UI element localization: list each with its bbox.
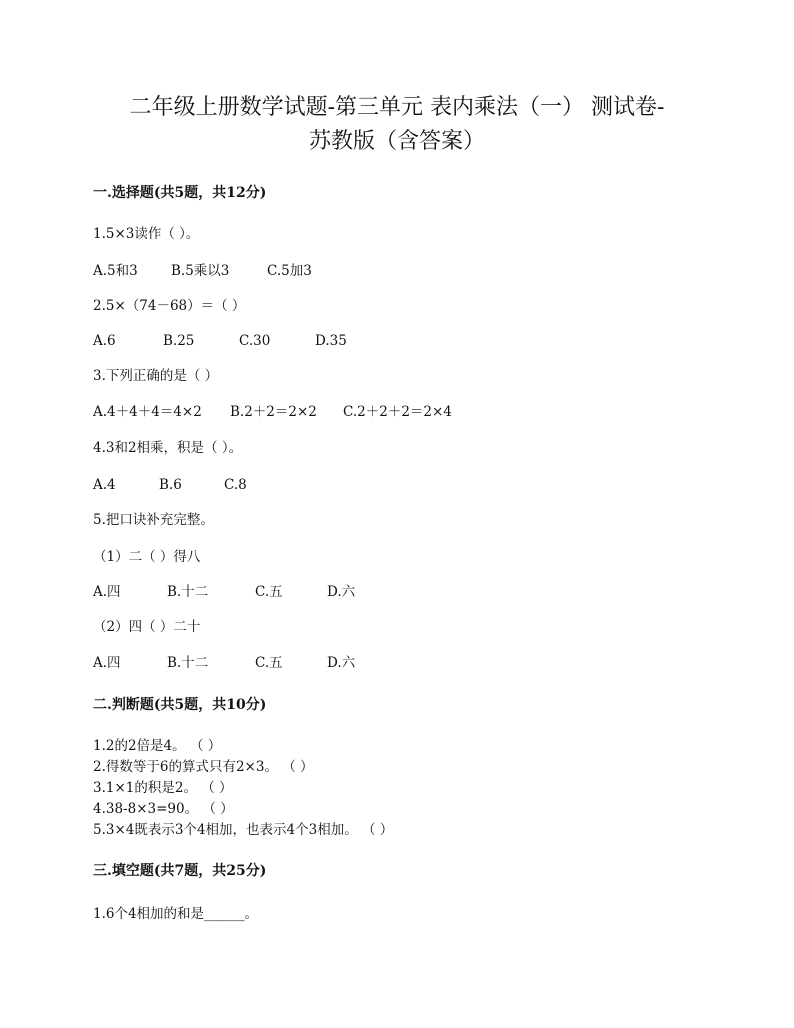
option-c: C.30 [239,333,271,349]
page-title-line-1: 二年级上册数学试题-第三单元 表内乘法（一） 测试卷- [129,95,665,120]
judgement-item-3: 3.1×1的积是2。 （ ） [93,780,233,796]
judgement-item-5: 5.3×4既表示3个4相加，也表示4个3相加。 （ ） [93,822,394,838]
section-heading-judgement: 二.判断题(共5题，共10分) [93,697,267,713]
question-2: 2.5×（74－68）＝（ ） [93,298,246,314]
option-c: C.2＋2＋2＝2×4 [343,404,452,420]
option-c: C.5加3 [267,263,312,279]
section-heading-choice: 一.选择题(共5题，共12分) [93,185,267,201]
option-c: C.五 [255,584,283,600]
question-4: 4.3和2相乘，积是（ ）。 [93,440,243,456]
option-b: B.5乘以3 [171,263,230,279]
judgement-item-2: 2.得数等于6的算式只有2×3。 （ ） [93,759,314,775]
option-a: A.4＋4＋4＝4×2 [93,404,202,420]
option-c: C.五 [255,655,283,671]
option-c: C.8 [224,477,247,493]
option-a: A.四 [93,655,121,671]
fill-in-question-1: 1.6个4相加的和是______。 [93,906,259,922]
option-b: B.十二 [167,655,209,671]
section-heading-fill-in: 三.填空题(共7题，共25分) [93,863,267,879]
question-3: 3.下列正确的是（ ） [93,368,219,384]
option-b: B.2＋2＝2×2 [230,404,317,420]
judgement-item-1: 1.2的2倍是4。 （ ） [93,738,222,754]
option-d: D.35 [315,333,347,349]
question-1: 1.5×3读作（ ）。 [93,226,200,242]
option-b: B.6 [159,477,182,493]
option-a: A.4 [93,477,116,493]
question-5-sub-2: （2）四（ ）二十 [93,619,201,635]
option-a: A.5和3 [93,263,138,279]
option-b: B.十二 [167,584,209,600]
option-a: A.6 [93,333,116,349]
option-b: B.25 [163,333,195,349]
option-d: D.六 [327,584,356,600]
judgement-item-4: 4.38-8×3=90。 （ ） [93,801,234,817]
option-d: D.六 [327,655,356,671]
option-a: A.四 [93,584,121,600]
page-title-line-2: 苏教版（含答案） [308,129,485,154]
question-5-sub-1: （1）二（ ）得八 [93,549,201,565]
question-5: 5.把口诀补充完整。 [93,512,214,528]
